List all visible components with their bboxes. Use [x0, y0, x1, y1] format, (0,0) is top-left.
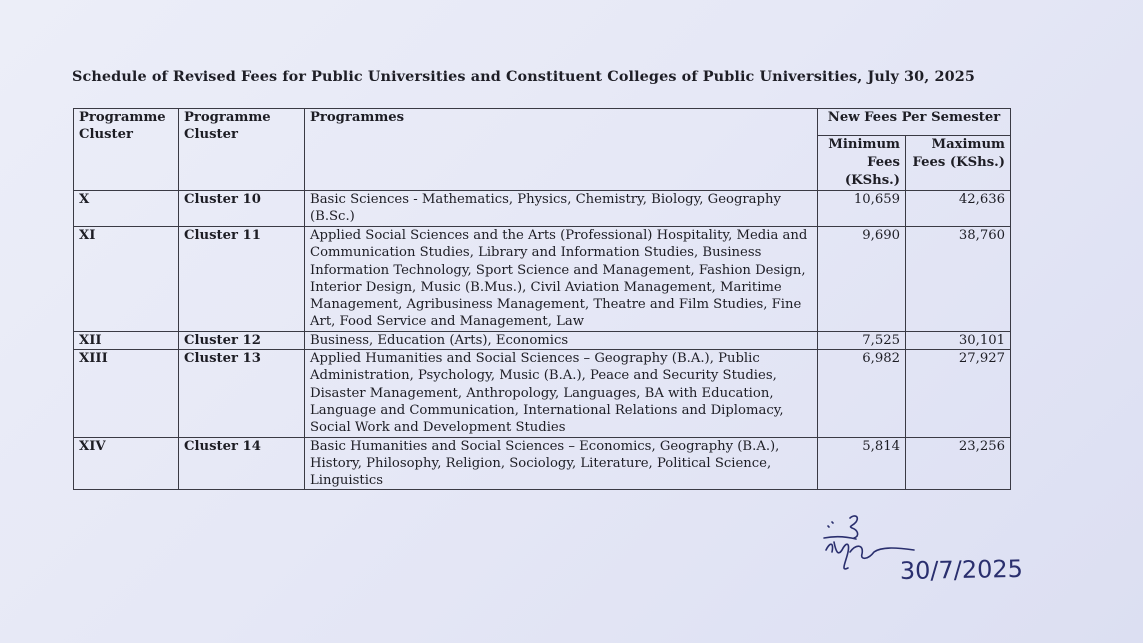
maximum-fee: 23,256: [906, 437, 1011, 490]
document-title: Schedule of Revised Fees for Public Universities and Constituent Colleges of Public Universities, July 30, 2025: [72, 68, 975, 85]
cluster-code: XIII: [74, 350, 179, 437]
cluster-code: XI: [74, 227, 179, 332]
cluster-name: Cluster 10: [179, 191, 305, 227]
table-row: [74, 350, 1011, 437]
signature-block: [820, 512, 1040, 602]
cluster-code: XII: [74, 331, 179, 349]
header-programme-cluster-name: Programme Cluster: [179, 109, 305, 191]
minimum-fee: 7,525: [818, 331, 906, 349]
table-header-row: [74, 109, 1011, 136]
programmes-cell: Business, Education (Arts), Economics: [305, 331, 818, 349]
table-row: [74, 437, 1011, 490]
cluster-code: X: [74, 191, 179, 227]
header-programme-cluster-code: Programme Cluster: [74, 109, 179, 191]
signature-scribble: [820, 512, 1040, 602]
maximum-fee: 27,927: [906, 350, 1011, 437]
maximum-fee: 42,636: [906, 191, 1011, 227]
table-row: [74, 227, 1011, 332]
table-row: [74, 331, 1011, 349]
programmes-cell: Basic Humanities and Social Sciences – Economics, Geography (B.A.), History, Philosophy, Religion, Sociology, Literature, Political Science, Linguistics: [305, 437, 818, 490]
signature-date: 30/7/2025: [899, 554, 1024, 585]
minimum-fee: 6,982: [818, 350, 906, 437]
cluster-name: Cluster 13: [179, 350, 305, 437]
programmes-cell: Applied Humanities and Social Sciences – Geography (B.A.), Public Administration, Psychology, Music (B.A.), Peace and Security Studies, Disaster Management, Anthropology, Languages, BA with Education, Language and Communication, International Relations and Diplomacy, Social Work and Development Studies: [305, 350, 818, 437]
fees-table: [73, 108, 1011, 490]
cluster-name: Cluster 12: [179, 331, 305, 349]
cluster-name: Cluster 14: [179, 437, 305, 490]
header-new-fees: New Fees Per Semester: [818, 109, 1011, 136]
minimum-fee: 10,659: [818, 191, 906, 227]
programmes-cell: Applied Social Sciences and the Arts (Professional) Hospitality, Media and Communication Studies, Library and Information Studies, Business Information Technology, Sport Science and Management, Fashion Design, Interior Design, Music (B.Mus.), Civil Aviation Management, Maritime Management, Agribusiness Management, Theatre and Film Studies, Fine Art, Food Service and Management, Law: [305, 227, 818, 332]
maximum-fee: 30,101: [906, 331, 1011, 349]
table-row: [74, 191, 1011, 227]
programmes-cell: Basic Sciences - Mathematics, Physics, Chemistry, Biology, Geography (B.Sc.): [305, 191, 818, 227]
cluster-code: XIV: [74, 437, 179, 490]
header-programmes: Programmes: [305, 109, 818, 191]
minimum-fee: 5,814: [818, 437, 906, 490]
cluster-name: Cluster 11: [179, 227, 305, 332]
header-minimum-fees: Minimum Fees (KShs.): [818, 136, 906, 191]
maximum-fee: 38,760: [906, 227, 1011, 332]
header-maximum-fees: Maximum Fees (KShs.): [906, 136, 1011, 191]
minimum-fee: 9,690: [818, 227, 906, 332]
